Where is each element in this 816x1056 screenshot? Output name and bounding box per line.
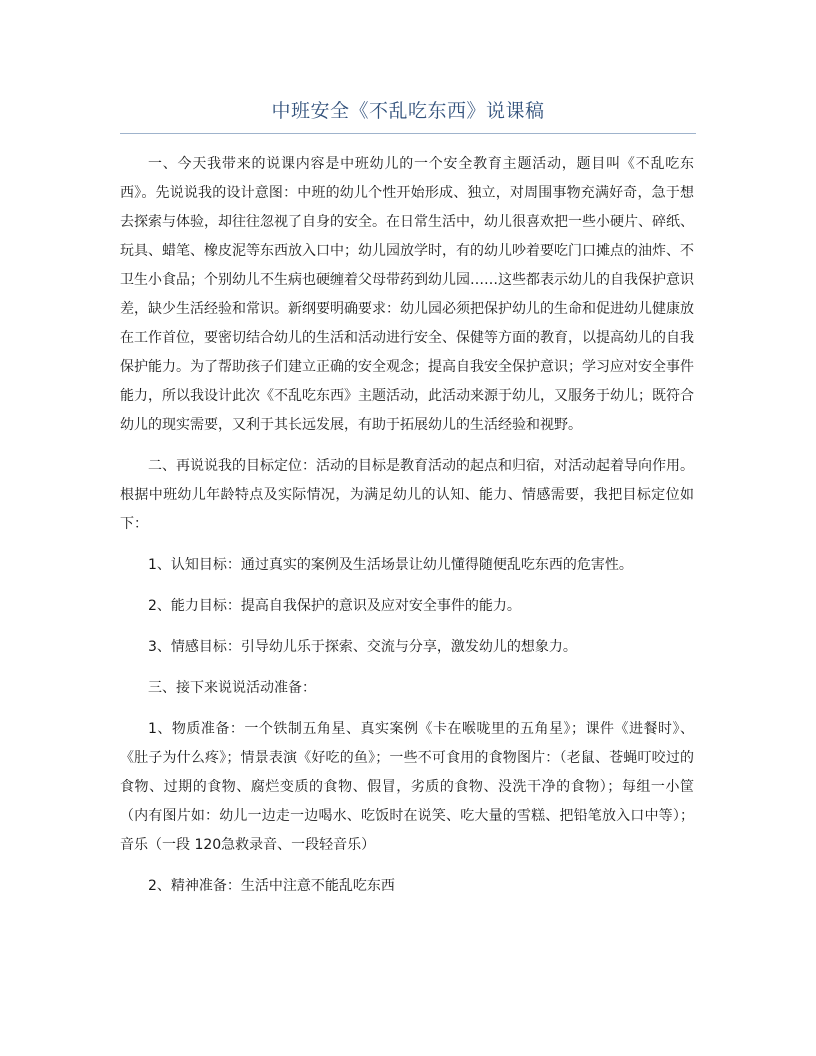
paragraph-goal-emotion: 3、情感目标：引导幼儿乐于探索、交流与分享，激发幼儿的想象力。	[148, 639, 577, 655]
paragraph-goals: 二、再说说我的目标定位：活动的目标是教育活动的起点和归宿，对活动起着导向作用。根据中班幼儿年龄特点及实际情况，为满足幼儿的认知、能力、情感需要，我把目标定位如下：	[120, 458, 694, 532]
document-title: 中班安全《不乱吃东西》说课稿	[271, 100, 545, 122]
paragraph-preparation-heading: 三、接下来说说活动准备：	[148, 680, 316, 696]
document-body	[120, 150, 694, 913]
title-divider	[120, 133, 696, 134]
paragraph-mental-preparation: 2、精神准备：生活中注意不能乱吃东西	[148, 878, 395, 894]
paragraph-goal-ability: 2、能力目标：提高自我保护的意识及应对安全事件的能力。	[148, 598, 521, 614]
paragraph-material-preparation: 1、物质准备：一个铁制五角星、真实案例《卡在喉咙里的五角星》；课件《进餐时》、《肚子为什么疼》；情景表演《好吃的鱼》；一些不可食用的食物图片：（老鼠、苍蝇叮咬过的食物、过期的食物、腐烂变质的食物、假冒，劣质的食物、没洗干净的食物）；每组一小筐（内有图片如：幼儿一边走一边喝水、吃饭时在说笑、吃大量的雪糕、把铅笔放入口中等）；音乐（一段 120急救录音、一段轻音乐）	[120, 721, 694, 853]
paragraph-intro: 一、今天我带来的说课内容是中班幼儿的一个安全教育主题活动，题目叫《不乱吃东西》。先说说我的设计意图：中班的幼儿个性开始形成、独立，对周围事物充满好奇，急于想去探索与体验，却往往忽视了自身的安全。在日常生活中，幼儿很喜欢把一些小硬片、碎纸、玩具、蜡笔、橡皮泥等东西放入口中；幼儿园放学时，有的幼儿吵着要吃门口摊点的油炸、不卫生小食品；个别幼儿不生病也硬缠着父母带药到幼儿园……这些都表示幼儿的自我保护意识差，缺少生活经验和常识。新纲要明确要求：幼儿园必须把保护幼儿的生命和促进幼儿健康放在工作首位，要密切结合幼儿的生活和活动进行安全、保健等方面的教育，以提高幼儿的自我保护能力。为了帮助孩子们建立正确的安全观念；提高自我安全保护意识；学习应对安全事件能力，所以我设计此次《不乱吃东西》主题活动，此活动来源于幼儿，又服务于幼儿；既符合幼儿的现实需要，又利于其长远发展，有助于拓展幼儿的生活经验和视野。	[120, 156, 694, 433]
paragraph-goal-cognitive: 1、认知目标：通过真实的案例及生活场景让幼儿懂得随便乱吃东西的危害性。	[148, 557, 633, 573]
